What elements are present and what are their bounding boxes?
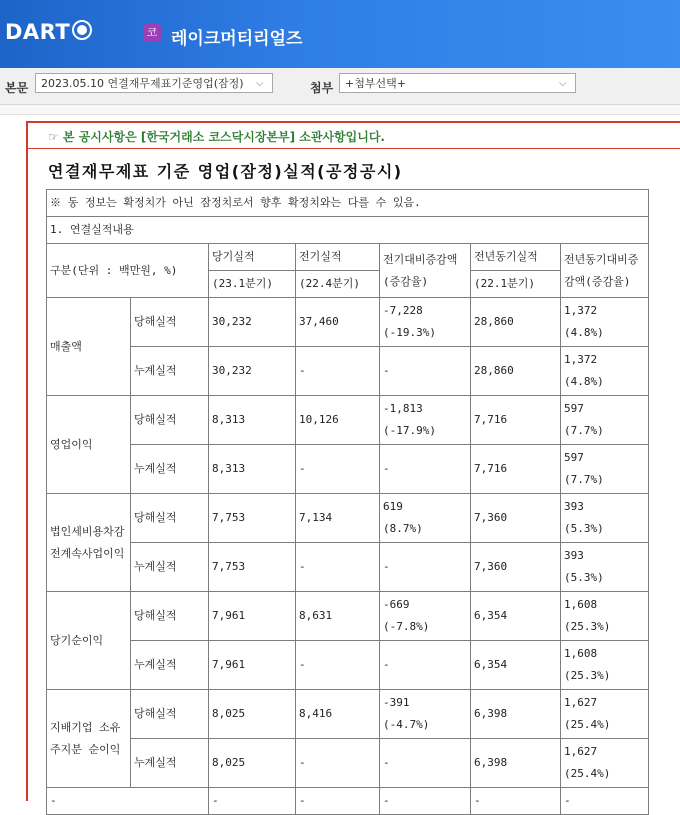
row-type: 누계실적 [131, 543, 209, 592]
last-cell: - [471, 788, 561, 815]
cell-current: 7,961 [209, 641, 296, 690]
yoy-change-rate: (5.3%) [564, 522, 604, 535]
cell-yoy: 7,716 [471, 445, 561, 494]
cell-change [380, 543, 471, 592]
cell-yoy: 7,360 [471, 543, 561, 592]
yoy-change-amount: 393 [564, 549, 584, 562]
logo-text: DART [5, 20, 71, 44]
body-label: 본문 [5, 81, 29, 95]
cell-change [380, 739, 471, 788]
notice-divider [28, 148, 680, 149]
cell-change [380, 298, 471, 347]
cell-prev: - [296, 445, 380, 494]
cell-current: 8,313 [209, 445, 296, 494]
cell-change [380, 690, 471, 739]
change-amount: - [383, 462, 390, 475]
company-market-badge: 코 [143, 24, 161, 42]
cell-current: 8,025 [209, 690, 296, 739]
document-toolbar [0, 68, 680, 105]
cell-current: 7,753 [209, 494, 296, 543]
cell-change [380, 347, 471, 396]
last-cell: - [47, 788, 209, 815]
change-rate: (-7.8%) [383, 620, 430, 633]
yoy-change-amount: 1,372 [564, 304, 598, 317]
table-row [47, 396, 649, 445]
jurisdiction-notice: ☞ 본 공시사항은 [한국거래소 코스닥시장본부] 소관사항입니다. [48, 130, 385, 144]
table-row [47, 494, 649, 543]
row-label: 당기순이익 [47, 592, 131, 690]
cell-prev: 37,460 [296, 298, 380, 347]
body-select-value: 2023.05.10 연결재무제표기준영업(잠정) [41, 77, 244, 90]
chevron-down-icon: ⌵ [559, 78, 567, 89]
table-body [47, 298, 649, 788]
table-row [47, 298, 649, 347]
period-current: (23.1분기) [209, 271, 296, 298]
row-label: 법인세비용차감전계속사업이익 [47, 494, 131, 592]
table-row [47, 690, 649, 739]
row-type: 누계실적 [131, 739, 209, 788]
table-note-row [47, 190, 649, 217]
cell-current: 7,961 [209, 592, 296, 641]
yoy-change-rate: (25.4%) [564, 767, 611, 780]
yoy-change-rate: (5.3%) [564, 571, 604, 584]
row-type: 당해실적 [131, 396, 209, 445]
table-note: ※ 동 정보는 확정치가 아닌 잠정치로서 향후 확정치와는 다를 수 있음. [47, 190, 649, 217]
change-amount: - [383, 364, 390, 377]
change-amount: - [383, 658, 390, 671]
cell-current: 30,232 [209, 347, 296, 396]
cell-yoy: 6,354 [471, 592, 561, 641]
toolbar-divider [0, 105, 680, 115]
last-cell: - [209, 788, 296, 815]
cell-change [380, 396, 471, 445]
cell-change [380, 641, 471, 690]
cell-yoy-change [561, 445, 649, 494]
table-row [47, 347, 649, 396]
header-row-1 [47, 244, 649, 271]
app-header [0, 0, 680, 68]
yoy-change-amount: 1,627 [564, 696, 598, 709]
change-rate: (8.7%) [383, 522, 423, 535]
col-header-prev: 전기실적 [296, 244, 380, 271]
row-label: 매출액 [47, 298, 131, 396]
row-type: 당해실적 [131, 690, 209, 739]
yoy-change-rate: (4.8%) [564, 326, 604, 339]
cell-change [380, 445, 471, 494]
yoy-change-rate: (7.7%) [564, 424, 604, 437]
yoy-change-rate: (7.7%) [564, 473, 604, 486]
yoy-change-amount: 1,372 [564, 353, 598, 366]
company-name[interactable]: 레이크머티리얼즈 [171, 29, 303, 49]
cell-yoy-change [561, 494, 649, 543]
attach-label: 첨부 [310, 81, 334, 95]
cell-prev: - [296, 543, 380, 592]
chevron-down-icon: ⌵ [256, 78, 264, 89]
body-select[interactable] [35, 73, 273, 93]
period-yoy: (22.1분기) [471, 271, 561, 298]
yoy-change-rate: (4.8%) [564, 375, 604, 388]
yoy-change-amount: 597 [564, 451, 584, 464]
cell-yoy-change [561, 739, 649, 788]
cell-change [380, 494, 471, 543]
logo-ring-icon [72, 20, 92, 40]
yoy-change-amount: 1,608 [564, 598, 598, 611]
cell-yoy: 6,398 [471, 739, 561, 788]
cell-yoy: 28,860 [471, 298, 561, 347]
row-type: 누계실적 [131, 347, 209, 396]
table-row [47, 592, 649, 641]
cell-yoy-change [561, 396, 649, 445]
yoy-change-amount: 597 [564, 402, 584, 415]
cell-prev: - [296, 641, 380, 690]
change-rate: (-17.9%) [383, 424, 436, 437]
change-amount: -669 [383, 598, 410, 611]
table-row-last [47, 788, 649, 815]
document-content [0, 115, 680, 807]
yoy-change-rate: (25.3%) [564, 620, 611, 633]
change-amount: -1,813 [383, 402, 423, 415]
cell-prev: - [296, 739, 380, 788]
last-cell: - [561, 788, 649, 815]
earnings-table [46, 189, 649, 815]
cell-change [380, 592, 471, 641]
last-cell: - [380, 788, 471, 815]
yoy-change-rate: (25.4%) [564, 718, 611, 731]
yoy-change-amount: 393 [564, 500, 584, 513]
cell-yoy-change [561, 347, 649, 396]
change-amount: - [383, 756, 390, 769]
table-row [47, 543, 649, 592]
yoy-change-rate: (25.3%) [564, 669, 611, 682]
change-amount: -391 [383, 696, 410, 709]
attach-select-value: +첨부선택+ [345, 77, 406, 90]
table-section: 1. 연결실적내용 [47, 217, 649, 244]
change-amount: -7,228 [383, 304, 423, 317]
table-row [47, 445, 649, 494]
unit-header: 구분(단위 : 백만원, %) [47, 244, 209, 298]
cell-prev: 10,126 [296, 396, 380, 445]
cell-current: 30,232 [209, 298, 296, 347]
row-type: 당해실적 [131, 494, 209, 543]
cell-current: 8,313 [209, 396, 296, 445]
change-amount: - [383, 560, 390, 573]
cell-yoy-change [561, 690, 649, 739]
col-header-current: 당기실적 [209, 244, 296, 271]
table-row [47, 739, 649, 788]
document-title: 연결재무제표 기준 영업(잠정)실적(공정공시) [48, 162, 403, 181]
change-rate: (-4.7%) [383, 718, 430, 731]
cell-yoy: 7,716 [471, 396, 561, 445]
table-row [47, 641, 649, 690]
col-header-change: 전기대비증감액(증감율) [380, 244, 471, 298]
row-type: 누계실적 [131, 445, 209, 494]
cell-prev: 8,631 [296, 592, 380, 641]
last-cell: - [296, 788, 380, 815]
cell-current: 8,025 [209, 739, 296, 788]
change-amount: 619 [383, 500, 403, 513]
row-label: 지배기업 소유주지분 순이익 [47, 690, 131, 788]
cell-prev: - [296, 347, 380, 396]
row-label: 영업이익 [47, 396, 131, 494]
row-type: 누계실적 [131, 641, 209, 690]
yoy-change-amount: 1,608 [564, 647, 598, 660]
cell-yoy-change [561, 543, 649, 592]
cell-yoy: 28,860 [471, 347, 561, 396]
dart-logo[interactable] [5, 20, 92, 44]
cell-yoy: 7,360 [471, 494, 561, 543]
cell-yoy-change [561, 298, 649, 347]
yoy-change-amount: 1,627 [564, 745, 598, 758]
cell-yoy: 6,398 [471, 690, 561, 739]
row-type: 당해실적 [131, 298, 209, 347]
row-type: 당해실적 [131, 592, 209, 641]
change-rate: (-19.3%) [383, 326, 436, 339]
attach-select[interactable] [339, 73, 576, 93]
cell-yoy-change [561, 641, 649, 690]
cell-prev: 7,134 [296, 494, 380, 543]
cell-yoy: 6,354 [471, 641, 561, 690]
cell-current: 7,753 [209, 543, 296, 592]
table-section-row [47, 217, 649, 244]
cell-yoy-change [561, 592, 649, 641]
col-header-yoy-change: 전년동기대비증감액(증감율) [561, 244, 649, 298]
col-header-yoy: 전년동기실적 [471, 244, 561, 271]
cell-prev: 8,416 [296, 690, 380, 739]
period-prev: (22.4분기) [296, 271, 380, 298]
